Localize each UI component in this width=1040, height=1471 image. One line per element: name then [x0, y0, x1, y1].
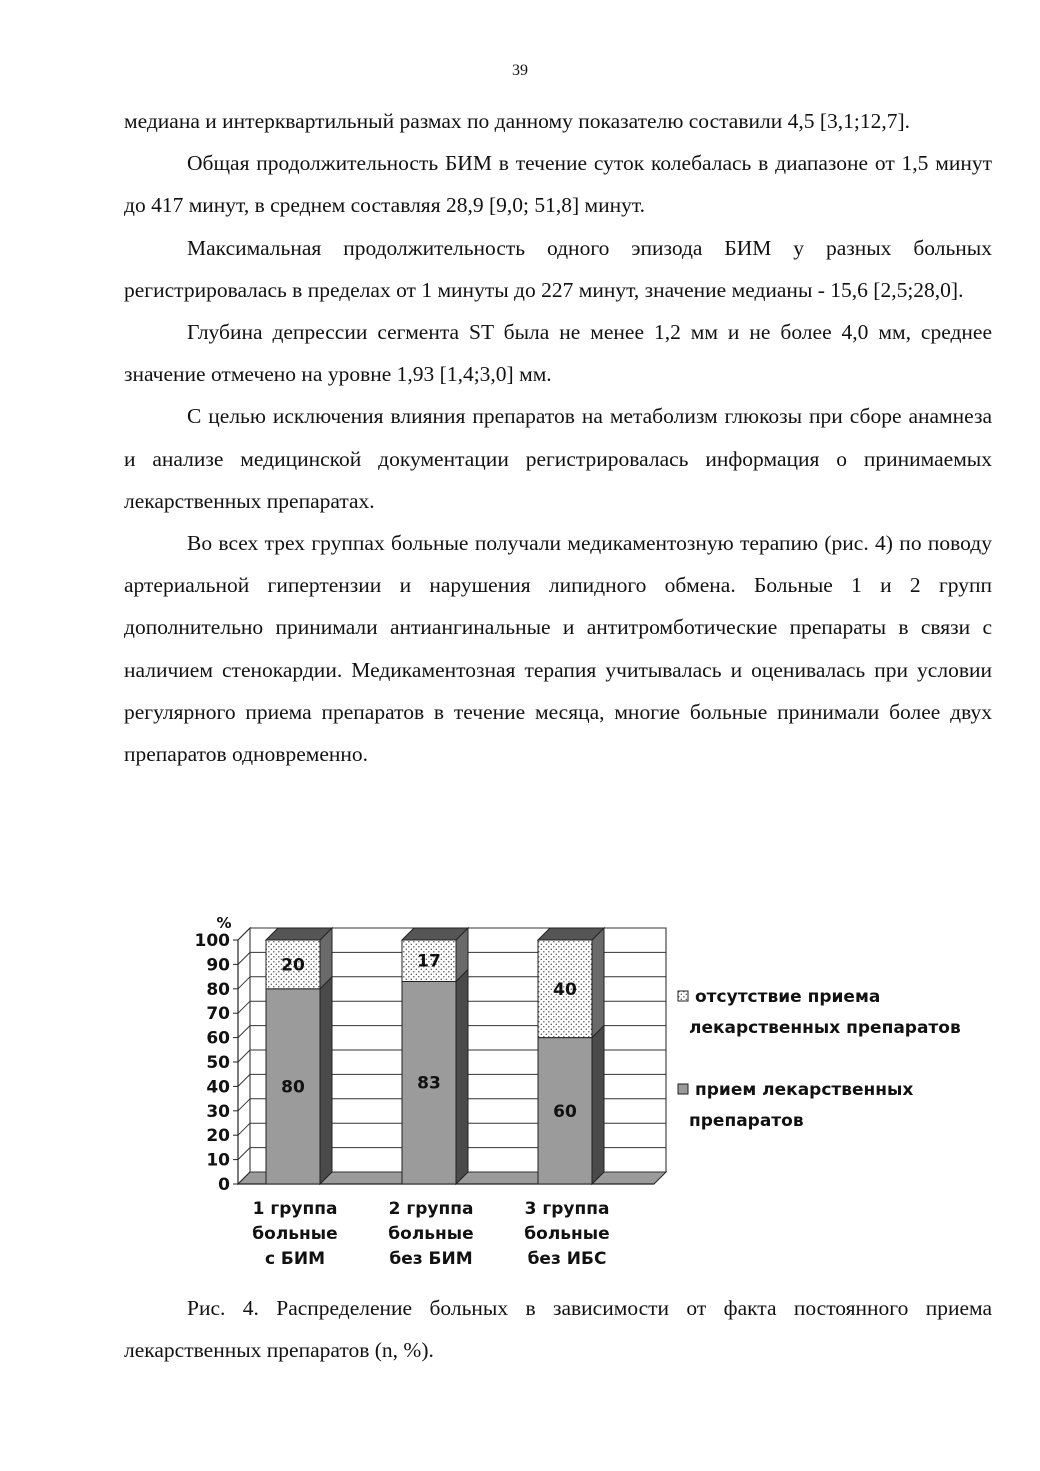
data-label-taking-drugs: 80 [281, 1077, 305, 1098]
y-axis-label: % [216, 914, 232, 932]
y-tick-label: 100 [194, 931, 230, 951]
y-tick-label: 10 [206, 1150, 230, 1171]
figure-4-chart [150, 908, 970, 1278]
category-label: больные [524, 1224, 610, 1244]
legend-swatch [678, 991, 688, 1001]
category-label: 3 группа [524, 1199, 610, 1219]
legend-label: препаратов [689, 1111, 804, 1131]
bar-side-taking-drugs [592, 1026, 604, 1184]
bar-top-cap [538, 928, 604, 940]
paragraph-1: медиана и интерквартильный размах по данному показателю составили 4,5 [3,1;12,7]. [124, 109, 911, 133]
legend-label: лекарственных препаратов [689, 1018, 961, 1038]
paragraph-4: Глубина депрессии сегмента ST была не менее 1,2 мм и не более 4,0 мм, среднее значение отмечено на уровне 1,93 [1,4;3,0] мм. [124, 320, 992, 387]
bar-top-cap [266, 928, 332, 940]
caption-text: Рис. 4. Распределение больных в зависимости от факта постоянного приема лекарственных препаратов (n, %). [124, 1296, 992, 1363]
data-label-taking-drugs: 60 [553, 1101, 577, 1122]
paragraph-6: Во всех трех группах больные получали медикаментозную терапию (рис. 4) по поводу артериальной гипертензии и нарушения липидного обмена. Больные 1 и 2 групп дополнительно принимали антиангинальные и антитромботические препараты в связи с наличием стенокардии. Медикаментозная терапия учитывалась и оценивалась при условии регулярного приема препаратов в течение месяца, многие больные принимали более двух препаратов одновременно. [124, 531, 992, 767]
legend-label: отсутствие приема [695, 987, 881, 1007]
category-label: без ИБС [527, 1249, 607, 1269]
category-label: больные [252, 1224, 338, 1244]
data-label-no-drugs: 40 [553, 979, 577, 1000]
category-label: 1 группа [252, 1199, 338, 1219]
y-tick-label: 30 [206, 1101, 230, 1122]
paragraph-2: Общая продолжительность БИМ в течение суток колебалась в диапазоне от 1,5 минут до 417 минут, в среднем составляя 28,9 [9,0; 51,8] минут. [124, 151, 992, 218]
y-tick-label: 80 [206, 979, 230, 1000]
bar-side-no-drugs [592, 928, 604, 1038]
paragraph-3: Максимальная продолжительность одного эпизода БИМ у разных больных регистрировалась в пределах от 1 минуты до 227 минут, значение медианы - 15,6 [2,5;28,0]. [124, 235, 992, 302]
category-label: больные [388, 1224, 474, 1244]
y-tick-label: 50 [206, 1053, 230, 1073]
data-label-no-drugs: 20 [281, 955, 305, 976]
figure-caption [124, 1287, 992, 1371]
data-label-taking-drugs: 83 [417, 1073, 441, 1094]
bar-top-cap [402, 928, 468, 940]
body-text [124, 100, 992, 775]
stacked-bar-chart [150, 908, 970, 1278]
category-label: 2 группа [388, 1199, 474, 1219]
y-tick-label: 20 [206, 1126, 230, 1147]
y-tick-label: 40 [206, 1077, 230, 1098]
page-number: 39 [512, 62, 528, 79]
paragraph-5: С целью исключения влияния препаратов на метаболизм глюкозы при сборе анамнеза и анализе медицинской документации регистрировалась информация о принимаемых лекарственных препаратах. [124, 404, 992, 513]
legend-swatch [678, 1084, 688, 1094]
y-tick-label: 90 [206, 955, 230, 976]
data-label-no-drugs: 17 [417, 951, 441, 972]
bar-side-taking-drugs [456, 969, 468, 1184]
category-label: с БИМ [264, 1249, 326, 1269]
legend-label: прием лекарственных [695, 1080, 914, 1100]
y-tick-label: 0 [218, 1175, 230, 1195]
y-tick-label: 60 [206, 1028, 230, 1049]
y-tick-label: 70 [206, 1004, 230, 1025]
category-label: без БИМ [389, 1249, 473, 1269]
bar-side-taking-drugs [320, 977, 332, 1184]
